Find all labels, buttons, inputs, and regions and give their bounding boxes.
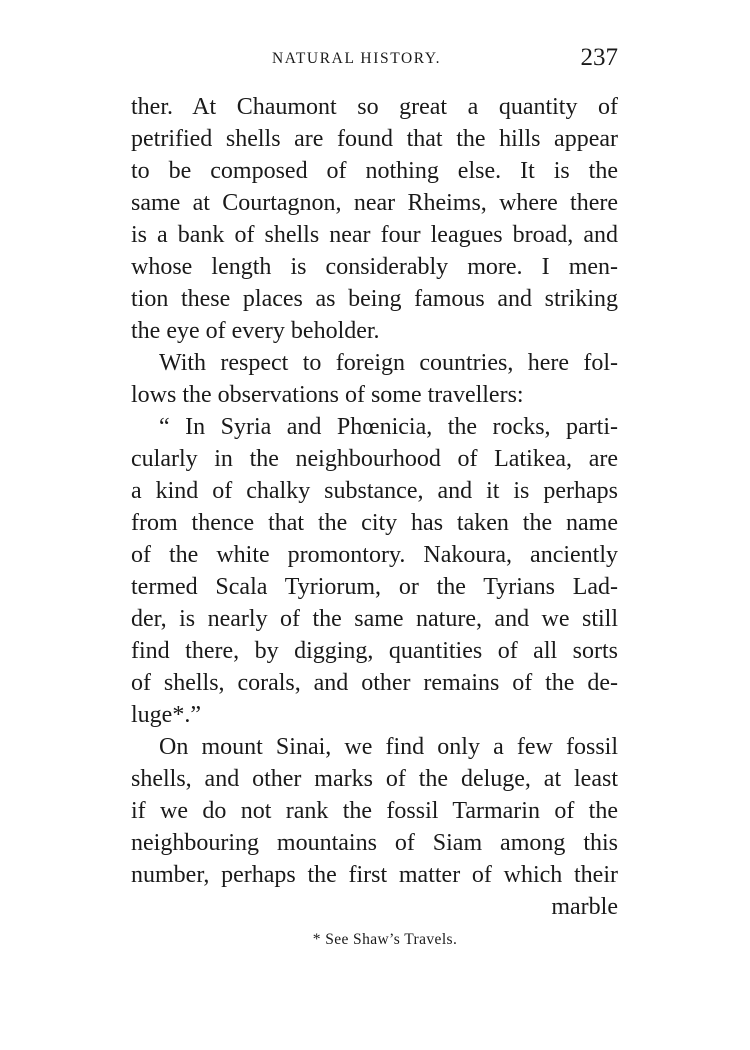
text-line: petrified shells are found that the hills appear [131,126,618,152]
text-line: lows the observations of some travellers: [131,382,524,408]
quotation-start-line: “ In Syria and Phœnicia, the rocks, parti- [159,414,618,440]
text-line: neighbouring mountains of Siam among this [131,830,618,856]
text-line: der, is nearly of the same nature, and we still [131,606,618,632]
paragraph-start-line: With respect to foreign countries, here fol- [159,350,618,376]
text-line: from thence that the city has taken the name [131,510,618,536]
text-line: ther. At Chaumont so great a quantity of [131,94,618,120]
text-line: whose length is considerably more. I men- [131,254,618,280]
running-title: NATURAL HISTORY. [272,50,442,67]
paragraph-start-line: On mount Sinai, we find only a few fossil [159,734,618,760]
footnote [0,931,750,949]
text-line: luge*.” [131,702,201,728]
running-head [130,44,620,78]
text-line: to be composed of nothing else. It is the [131,158,618,184]
text-line: if we do not rank the fossil Tarmarin of the [131,798,618,824]
text-line: termed Scala Tyriorum, or the Tyrians Lad- [131,574,618,600]
text-line: find there, by digging, quantities of all sorts [131,638,618,664]
text-line: of shells, corals, and other remains of the de- [131,670,618,696]
text-line: number, perhaps the first matter of which their [131,862,618,888]
text-line: shells, and other marks of the deluge, at least [131,766,618,792]
text-line: of the white promontory. Nakoura, anciently [131,542,618,568]
body-text [131,91,618,923]
text-line: the eye of every beholder. [131,318,380,344]
footnote-text: * See Shaw’s Travels. [312,931,458,948]
text-line: same at Courtagnon, near Rheims, where there [131,190,618,216]
page-number: 237 [580,44,618,71]
text-line: a kind of chalky substance, and it is perhaps [131,478,618,504]
text-line: is a bank of shells near four leagues broad, and [131,222,618,248]
text-line: cularly in the neighbourhood of Latikea, are [131,446,618,472]
text-line: tion these places as being famous and striking [131,286,618,312]
catchword: marble [551,894,618,920]
